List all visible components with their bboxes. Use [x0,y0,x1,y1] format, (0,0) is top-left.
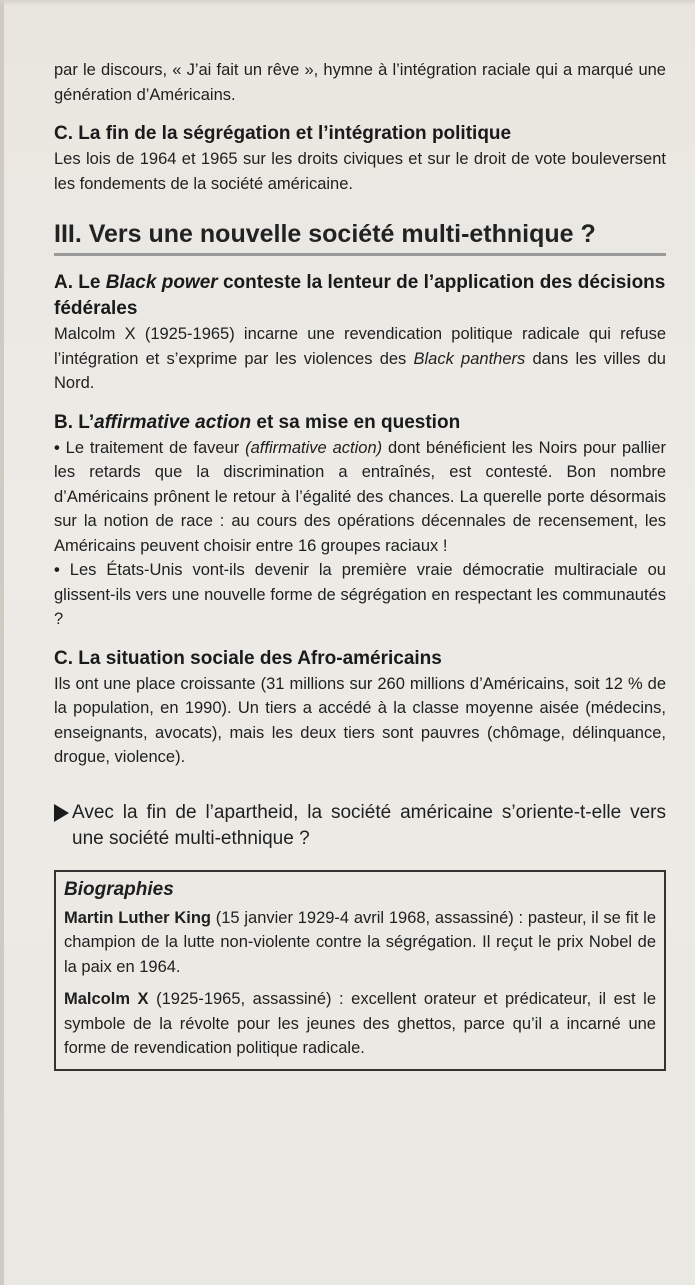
section-c-body: Les lois de 1964 et 1965 sur les droits civiques et sur le droit de vote bouleversent les fondements de la société américaine. [54,150,666,193]
section-b-title-prefix: B. L’ [54,411,95,433]
section-a-title-suffix: conteste la lenteur de l’application des décisions fédérales [54,272,666,319]
section-a-body-emphasis: Black panthers [413,349,526,368]
section-c-title: C. La fin de la ségrégation et l’intégration politique [54,123,512,144]
section-a-body-prefix: Malcolm X (1925-1965) incarne une revendication politique radicale qui refuse l’intégration et s’exprime par les violences des [54,325,666,368]
section-b-bullet-1 [54,436,666,559]
section-a-title-emphasis: Black power [105,272,218,293]
biography-text: (1925-1965, assassiné) : excellent orateur et prédicateur, il est le symbole de la révolte pour les jeunes des ghettos, parce qu’il a incarné une forme de revendication politique radicale. [64,990,656,1057]
part-three-heading: III. Vers une nouvelle société multi-ethnique ? [54,218,666,256]
biography-entry-malcolm-x [64,987,656,1061]
section-a-title-prefix: A. Le [54,272,106,293]
section-b-title-suffix: et sa mise en question [251,411,461,433]
page-content [54,58,666,1071]
section-a-body [54,322,666,396]
page-left-edge [0,0,4,1285]
section-b-title [54,410,666,436]
biographies-title: Biographies [64,878,174,900]
question-text: Avec la fin de l’apartheid, la société américaine s’oriente-t-elle vers une société multi-ethnique ? [72,801,666,849]
triangle-arrow-icon [54,804,69,822]
intro-paragraph: par le discours, « J’ai fait un rêve », hymne à l’intégration raciale qui a marqué une génération d’Américains. [54,61,666,104]
biographies-box [54,870,666,1071]
biography-name: Malcolm X [64,990,149,1008]
biography-name: Martin Luther King [64,908,211,927]
section-b-title-emphasis: affirmative action [94,411,252,433]
question-block [54,800,666,852]
section-b-bullet-2: • Les États-Unis vont-ils devenir la première vraie démocratie multiraciale ou glissent-ils vers une nouvelle forme de ségrégation en respectant les communautés ? [54,558,666,632]
bullet-1-prefix: Le traitement de faveur [65,438,246,457]
section-c2-title: C. La situation sociale des Afro-américains [54,647,442,669]
section-a-body-suffix: dans les villes du Nord. [54,349,666,392]
page-top-edge [0,0,695,6]
section-a-title [54,270,666,322]
bullet-1-suffix: dont bénéficient les Noirs pour pallier les retards que la discrimination a entraînés, est contesté. Bon nombre d’Américains prônent le retour à l’égalité des chances. La querelle porte désormais sur la notion de race : au cours des opérations décennales de recensement, les Américains peuvent choisir entre 16 groupes raciaux ! [54,438,666,555]
biography-entry-mlk [64,906,656,980]
biography-text: (15 janvier 1929-4 avril 1968, assassiné) : pasteur, il se fit le champion de la lutte non-violente contre la ségrégation. Il reçut le prix Nobel de la paix en 1964. [64,908,657,976]
section-c2-body: Ils ont une place croissante (31 millions sur 260 millions d’Américains, soit 12 % de la population, en 1990). Un tiers a accédé à la classe moyenne aisée (médecins, enseignants, avocats), mais les deux tiers sont pauvres (chômage, délinquance, drogue, violence). [54,674,666,766]
bullet-1-emphasis: (affirmative action) [245,438,383,457]
